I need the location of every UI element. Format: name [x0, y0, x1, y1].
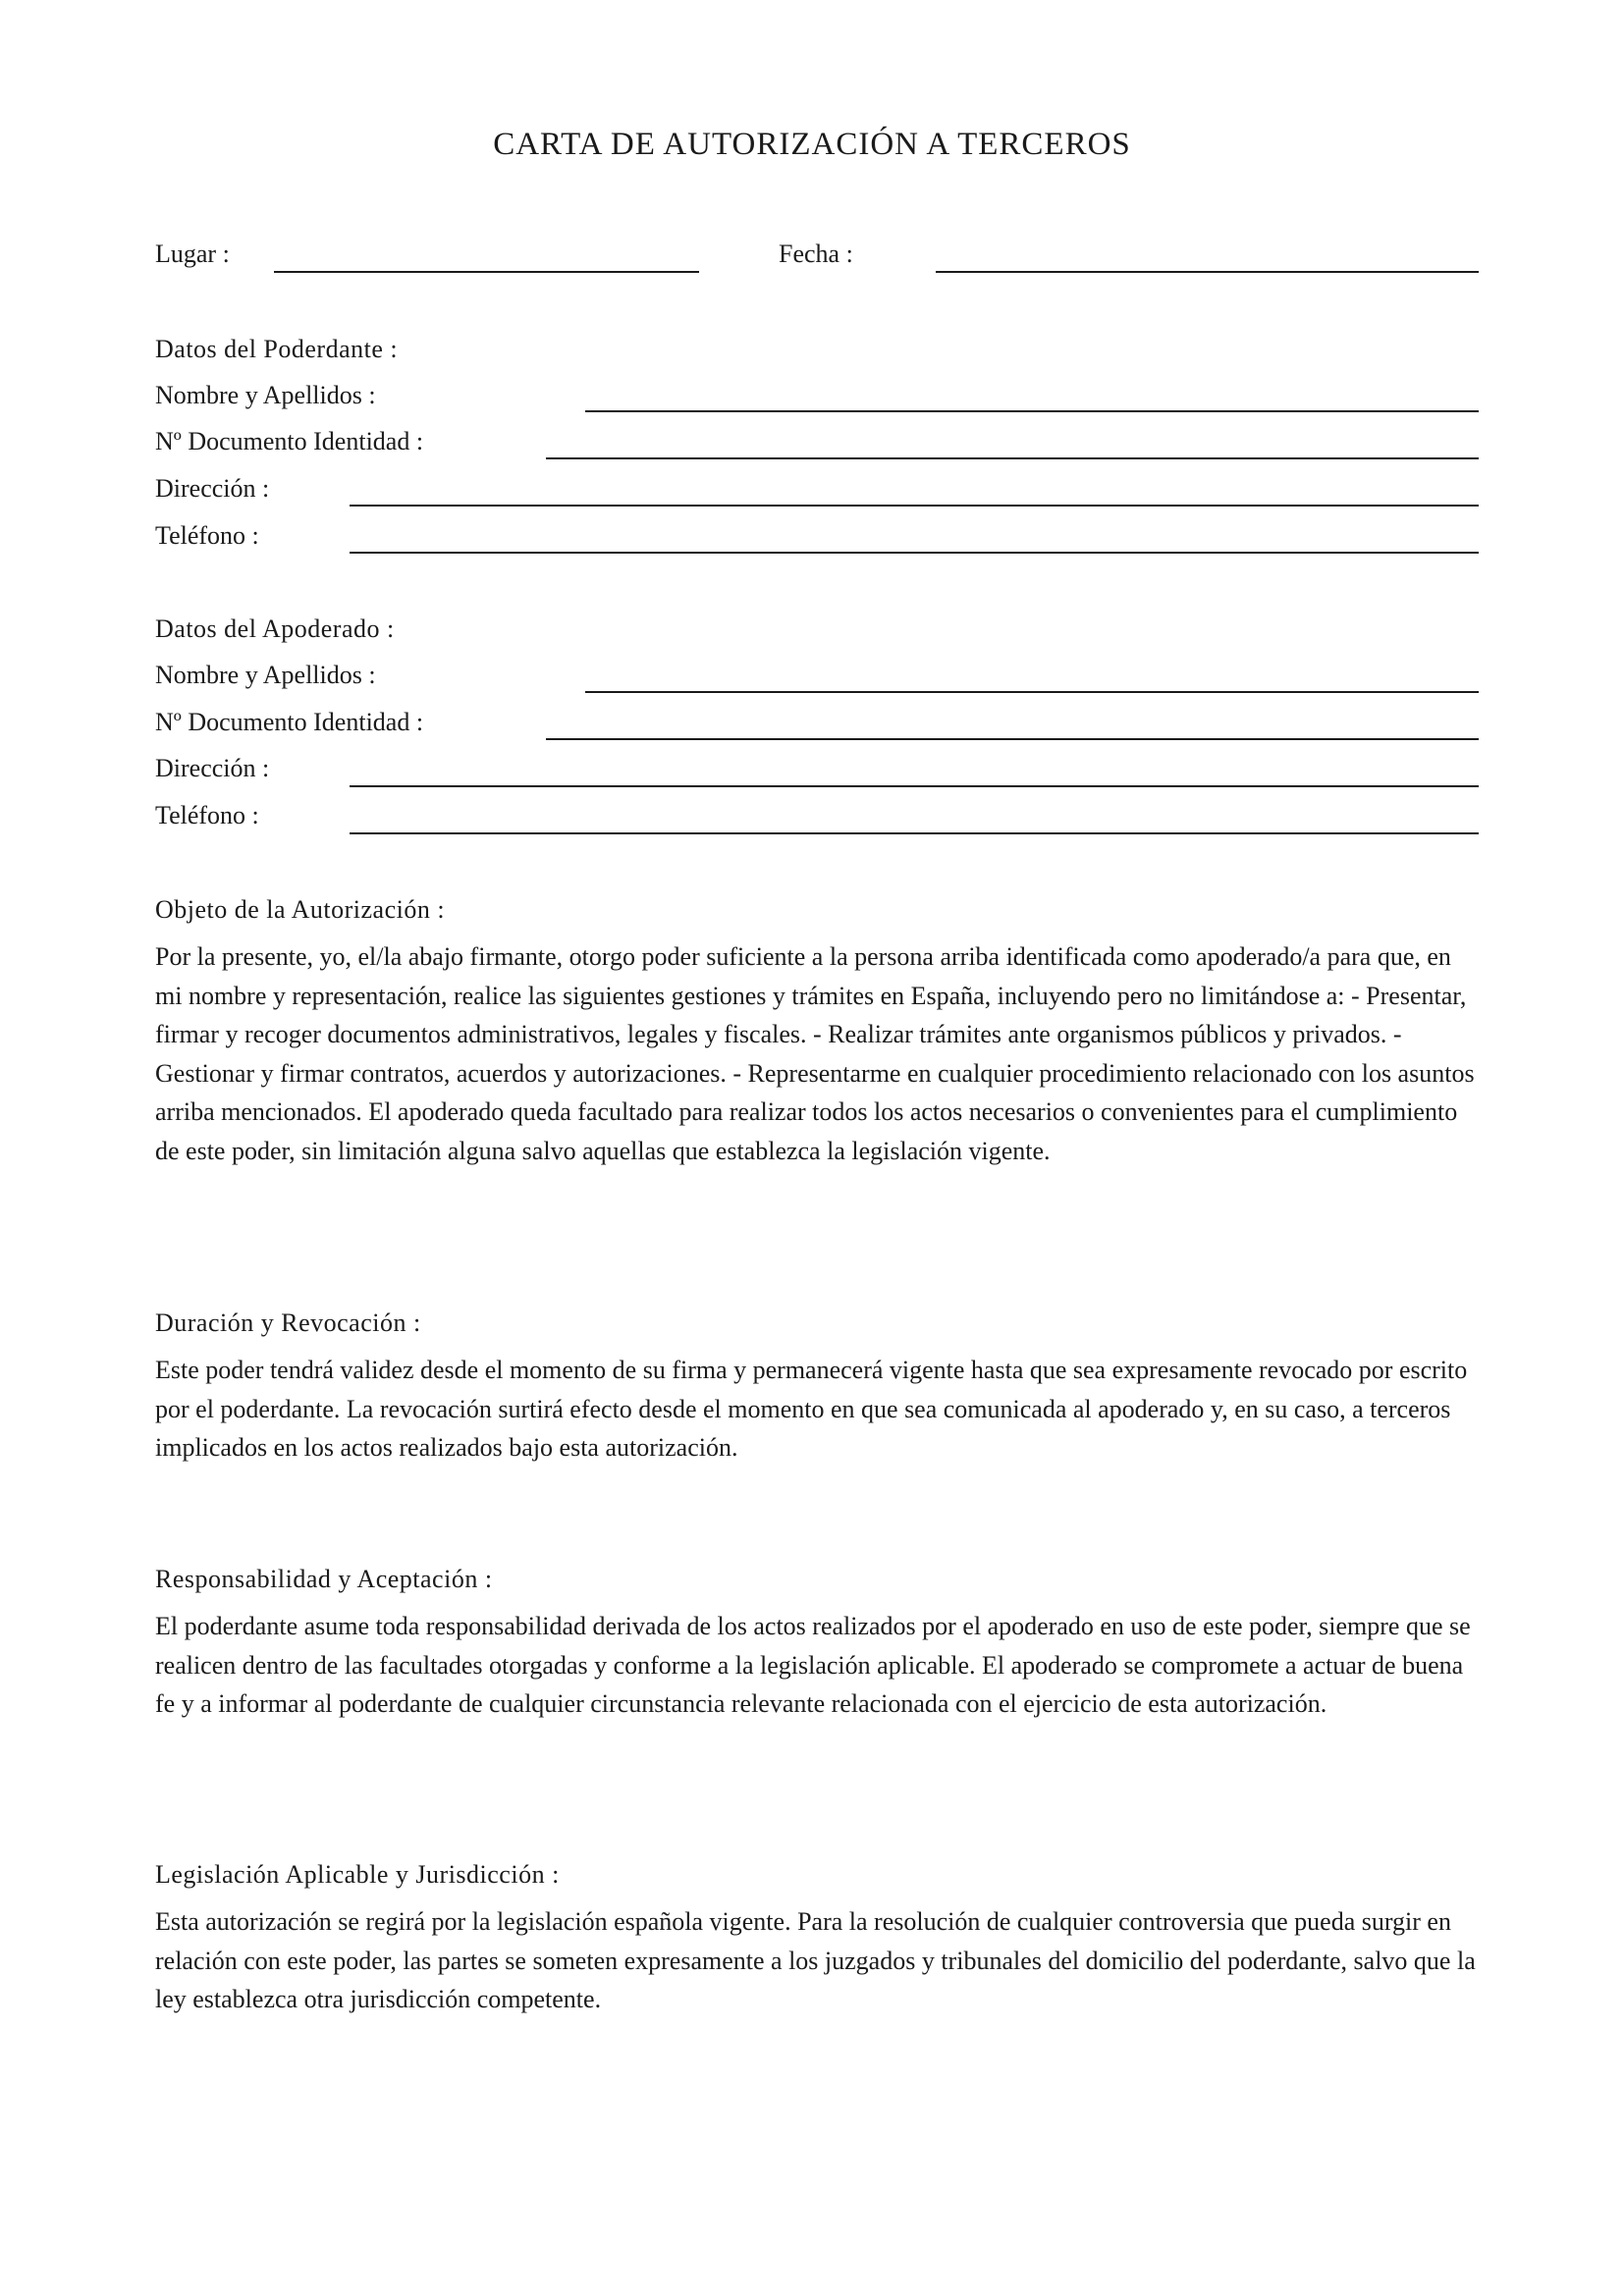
poderdante-heading: Datos del Poderdante :	[155, 335, 399, 363]
lugar-field[interactable]	[274, 271, 699, 273]
apoderado-direccion-field[interactable]	[350, 785, 1479, 787]
apoderado-heading: Datos del Apoderado :	[155, 614, 395, 643]
poderdante-documento-field[interactable]	[546, 457, 1479, 459]
apoderado-nombre-field[interactable]	[585, 691, 1479, 693]
lugar-label: Lugar :	[155, 240, 230, 268]
apoderado-nombre-label: Nombre y Apellidos :	[155, 661, 376, 689]
apoderado-documento-field[interactable]	[546, 738, 1479, 740]
duracion-heading: Duración y Revocación :	[155, 1308, 421, 1337]
legislacion-heading: Legislación Aplicable y Jurisdicción :	[155, 1860, 560, 1889]
objeto-paragraph: Por la presente, yo, el/la abajo firmante, otorgo poder suficiente a la persona arriba identificada como apoderado/a para que, en mi nombre y representación, realice las siguientes gestiones y trámites en España, incluyendo pero no limitándose a: - Presentar, firmar y recoger documentos administrativos, legales y fiscales. - Realizar trámites ante organismos públicos y privados. - Gestionar y firmar contratos, acuerdos y autorizaciones. - Representarme en cualquier procedimiento relacionado con los asuntos arriba mencionados. El apoderado queda facultado para realizar todos los actos necesarios o convenientes para el cumplimiento de este poder, sin limitación alguna salvo aquellas que establezca la legislación vigente.	[155, 942, 1475, 1165]
duracion-paragraph: Este poder tendrá validez desde el momento de su firma y permanecerá vigente hasta que sea expresamente revocado por escrito por el poderdante. La revocación surtirá efecto desde el momento en que sea comunicada al apoderado y, en su caso, a terceros implicados en los actos realizados bajo esta autorización.	[155, 1356, 1468, 1462]
fecha-label: Fecha :	[779, 240, 853, 268]
poderdante-telefono-label: Teléfono :	[155, 521, 259, 550]
apoderado-telefono-field[interactable]	[350, 832, 1479, 834]
document-title: CARTA DE AUTORIZACIÓN A TERCEROS	[493, 127, 1131, 162]
apoderado-documento-label: Nº Documento Identidad :	[155, 708, 424, 736]
apoderado-telefono-label: Teléfono :	[155, 801, 259, 829]
poderdante-nombre-field[interactable]	[585, 410, 1479, 412]
responsabilidad-heading: Responsabilidad y Aceptación :	[155, 1565, 493, 1593]
objeto-heading: Objeto de la Autorización :	[155, 895, 446, 924]
apoderado-direccion-label: Dirección :	[155, 754, 270, 782]
poderdante-telefono-field[interactable]	[350, 552, 1479, 554]
legislacion-paragraph: Esta autorización se regirá por la legislación española vigente. Para la resolución de cualquier controversia que pueda surgir en relación con este poder, las partes se someten expresamente a los juzgados y tribunales del domicilio del poderdante, salvo que la ley establezca otra jurisdicción competente.	[155, 1907, 1476, 2013]
poderdante-documento-label: Nº Documento Identidad :	[155, 427, 424, 455]
poderdante-direccion-label: Dirección :	[155, 474, 270, 503]
poderdante-nombre-label: Nombre y Apellidos :	[155, 381, 376, 409]
fecha-field[interactable]	[936, 271, 1479, 273]
responsabilidad-paragraph: El poderdante asume toda responsabilidad derivada de los actos realizados por el apoderado en uso de este poder, siempre que se realicen dentro de las facultades otorgadas y conforme a la legislación aplicable. El apoderado se compromete a actuar de buena fe y a informar al poderdante de cualquier circunstancia relevante relacionada con el ejercicio de esta autorización.	[155, 1612, 1471, 1718]
poderdante-direccion-field[interactable]	[350, 505, 1479, 507]
